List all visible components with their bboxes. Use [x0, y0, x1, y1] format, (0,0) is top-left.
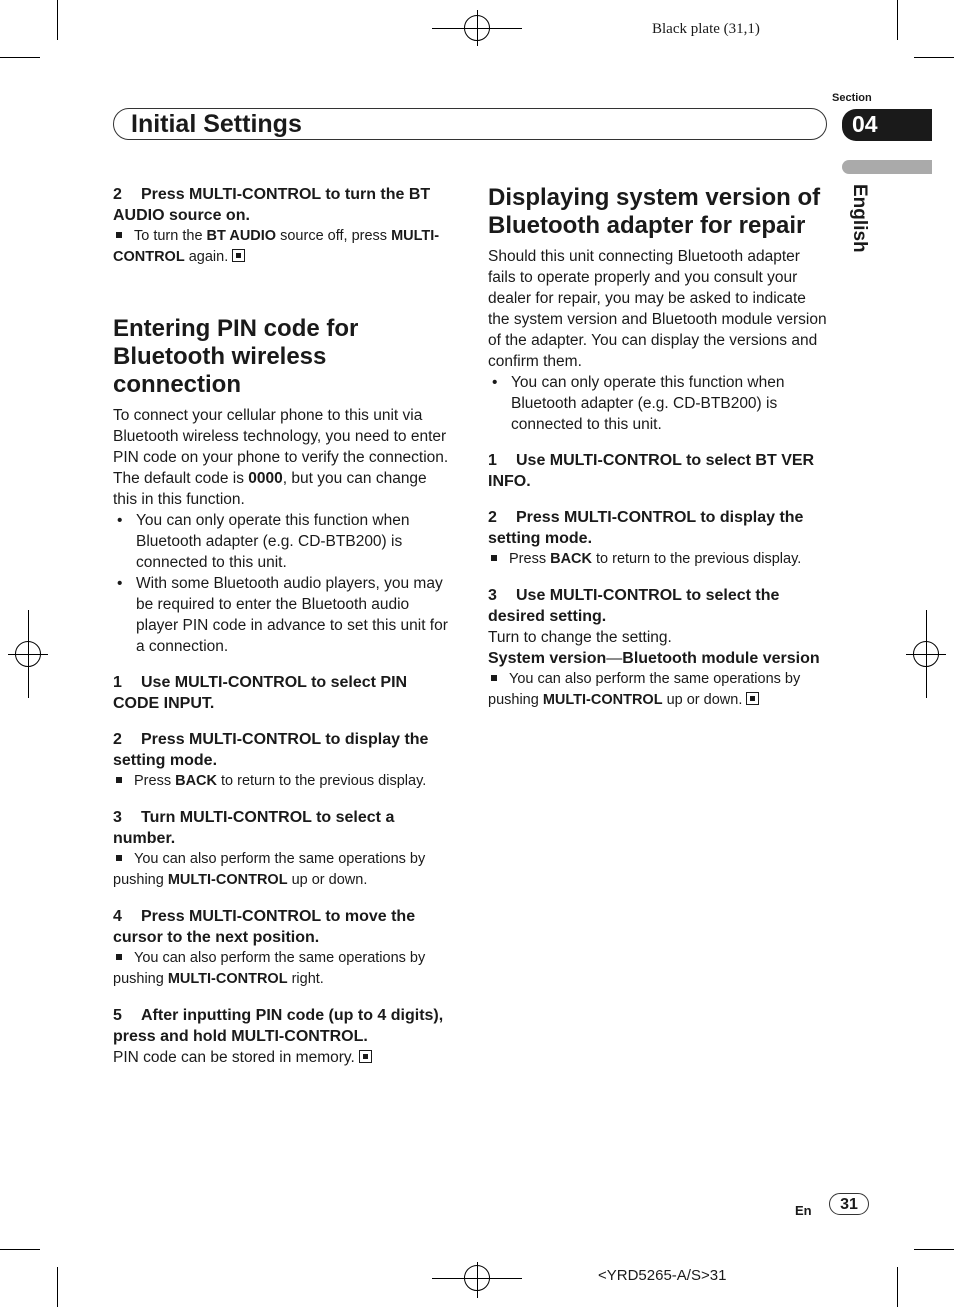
crop-mark: [897, 1267, 898, 1307]
note-bullet-icon: [116, 232, 122, 238]
note-bullet-icon: [491, 675, 497, 681]
bullet-item: • You can only operate this function when Bluetooth adapter (e.g. CD-BTB200) is connected to this unit.: [488, 372, 828, 435]
end-mark-icon: [232, 249, 245, 262]
bullet-item: • With some Bluetooth audio players, you may be required to enter the Bluetooth audio player PIN code in advance to set this unit for a connection.: [113, 573, 453, 657]
right-column: [488, 184, 828, 711]
intro-paragraph: To connect your cellular phone to this unit via Bluetooth wireless technology, you need to enter PIN code on your phone to verify the connection. The default code is 0000, but you can change this in this function.: [113, 407, 449, 508]
step-heading: 2 Press MULTI-CONTROL to turn the BT AUDIO source on.: [113, 186, 431, 224]
crop-mark: [0, 57, 40, 58]
footer-code: <YRD5265-A/S>31: [598, 1267, 727, 1284]
end-mark-icon: [359, 1050, 372, 1063]
section-heading: Entering PIN code for Bluetooth wireless connection: [113, 315, 359, 398]
language-label: English: [849, 184, 870, 253]
registration-mark: [464, 1265, 490, 1291]
bullet-item: • You can only operate this function when Bluetooth adapter (e.g. CD-BTB200) is connected to this unit.: [113, 510, 453, 573]
step-heading: 2 Press MULTI-CONTROL to display the setting mode.: [113, 731, 429, 769]
footer-language: En: [795, 1203, 812, 1218]
registration-mark: [913, 641, 939, 667]
section-tab: [842, 109, 932, 141]
step-note: You can also perform the same operations by pushing MULTI-CONTROL up or down.: [113, 851, 426, 888]
plate-label: Black plate (31,1): [652, 21, 760, 37]
registration-mark: [464, 15, 490, 41]
step-heading: 1 Use MULTI-CONTROL to select BT VER INFO.: [488, 452, 815, 490]
crop-mark: [897, 0, 898, 40]
step-heading: 3 Use MULTI-CONTROL to select the desired setting.: [488, 587, 780, 625]
chapter-title-bar: [113, 108, 827, 140]
step-note: You can also perform the same operations by pushing MULTI-CONTROL up or down.: [488, 671, 801, 708]
left-column: [113, 184, 453, 1068]
section-label: Section: [832, 92, 872, 104]
registration-mark: [15, 641, 41, 667]
step-heading: 1 Use MULTI-CONTROL to select PIN CODE INPUT.: [113, 674, 408, 712]
step-note: You can also perform the same operations by pushing MULTI-CONTROL right.: [113, 950, 426, 987]
page-number: 31: [829, 1193, 869, 1215]
step-heading: 2 Press MULTI-CONTROL to display the setting mode.: [488, 509, 804, 547]
step-note: To turn the BT AUDIO source off, press MULTI-CONTROL again.: [113, 228, 440, 265]
note-bullet-icon: [491, 555, 497, 561]
step-note: Press BACK to return to the previous display.: [113, 771, 453, 792]
page-title: Initial Settings: [131, 110, 302, 138]
step-heading: 4 Press MULTI-CONTROL to move the cursor to the next position.: [113, 908, 416, 946]
options-line: System version—Bluetooth module version: [488, 650, 820, 667]
note-bullet-icon: [116, 855, 122, 861]
intro-paragraph: Should this unit connecting Bluetooth adapter fails to operate properly and you consult your dealer for repair, you may be asked to indicate the system version and Bluetooth module version of the adapter. You can display the versions and confirm them.: [488, 248, 827, 370]
crop-mark: [0, 1249, 40, 1250]
section-number: 04: [852, 111, 878, 137]
note-bullet-icon: [116, 954, 122, 960]
step-heading: 5 After inputting PIN code (up to 4 digits), press and hold MULTI-CONTROL.: [113, 1007, 444, 1045]
crop-mark: [57, 0, 58, 40]
note-bullet-icon: [116, 777, 122, 783]
section-heading: Displaying system version of Bluetooth adapter for repair: [488, 184, 821, 239]
step-body: PIN code can be stored in memory.: [113, 1047, 453, 1068]
end-mark-icon: [746, 692, 759, 705]
crop-mark: [914, 57, 954, 58]
step-note: Press BACK to return to the previous display.: [488, 549, 828, 570]
crop-mark: [57, 1267, 58, 1307]
step-heading: 3 Turn MULTI-CONTROL to select a number.: [113, 809, 395, 847]
language-tab: [842, 160, 932, 174]
crop-mark: [914, 1249, 954, 1250]
step-body: Turn to change the setting.: [488, 629, 672, 646]
